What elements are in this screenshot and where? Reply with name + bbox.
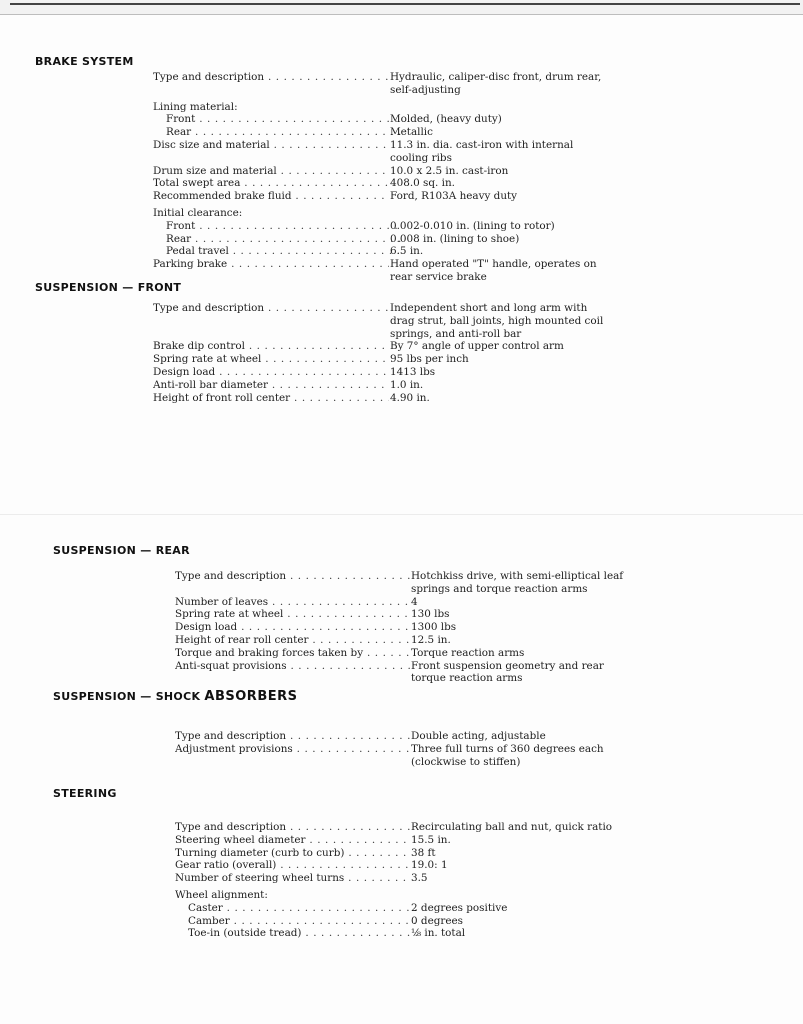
spec-value: 38 ft xyxy=(411,846,436,859)
spec-label: Gear ratio (overall) . . . xyxy=(175,859,410,872)
spec-row xyxy=(153,340,793,353)
spec-label: Camber . . . xyxy=(175,915,423,928)
spec-row xyxy=(175,647,795,660)
spec-value: Hotchkiss drive, with semi-elliptical leaf xyxy=(411,570,624,582)
spec-row xyxy=(175,743,795,756)
spec-value: By 7° angle of upper control arm xyxy=(390,340,564,353)
spec-value-continued: (clockwise to stiffen) xyxy=(411,755,521,768)
spec-label: Front . . . xyxy=(153,113,402,126)
spec-label: Type and description . . . xyxy=(175,821,410,834)
steering-heading: STEERING xyxy=(53,787,117,800)
spec-label: Drum size and material . . . xyxy=(153,165,389,178)
spec-row xyxy=(153,258,793,271)
heading-prefix: SUSPENSION — SHOCK xyxy=(53,690,201,703)
spec-value: 95 lbs per inch xyxy=(390,353,469,366)
spec-value: 408.0 sq. in. xyxy=(390,177,455,190)
spec-label: Anti-roll bar diameter . . . xyxy=(153,379,389,392)
spec-label: Caster . . . xyxy=(175,902,423,915)
spec-label: Torque and braking forces taken by . . . xyxy=(175,647,410,660)
spec-value: 15.5 in. xyxy=(411,833,451,846)
spec-label: Number of steering wheel turns . . . xyxy=(175,872,410,885)
spec-group-label: Initial clearance: xyxy=(153,206,243,219)
spec-value: 19.0: 1 xyxy=(411,859,448,872)
spec-row xyxy=(175,821,795,834)
spec-row xyxy=(175,621,795,634)
spec-row xyxy=(153,233,793,246)
spec-value: Molded, (heavy duty) xyxy=(390,113,502,126)
spec-value: 0 degrees xyxy=(411,914,463,927)
spec-label: Front . . . xyxy=(153,220,402,233)
spec-value-continued: torque reaction arms xyxy=(411,672,523,685)
spec-label: Type and description . . . xyxy=(153,302,389,315)
spec-value: Independent short and long arm with xyxy=(390,302,588,314)
spec-value: Double acting, adjustable xyxy=(411,730,546,742)
spec-row xyxy=(175,608,795,621)
spec-row xyxy=(153,220,793,233)
spec-value: 2 degrees positive xyxy=(411,901,508,914)
spec-row xyxy=(175,596,795,609)
spec-value: 11.3 in. dia. cast-iron with internal xyxy=(390,138,574,151)
spec-label: Spring rate at wheel . . . xyxy=(153,353,389,366)
spec-label: Height of rear roll center . . . xyxy=(175,634,410,647)
spec-value: Torque reaction arms xyxy=(411,646,525,659)
spec-value-continued: cooling ribs xyxy=(390,151,452,164)
heading-suffix: ABSORBERS xyxy=(204,689,298,704)
spec-value: 0.008 in. (lining to shoe) xyxy=(390,232,520,245)
brake-system-heading: BRAKE SYSTEM xyxy=(35,55,134,68)
page-top-rule xyxy=(10,3,800,5)
spec-value: 1.0 in. xyxy=(390,378,424,391)
spec-value-continued: springs, and anti-roll bar xyxy=(390,327,522,340)
spec-label: Type and description . . . xyxy=(175,730,410,743)
spec-row xyxy=(153,139,793,152)
spec-value: Metallic xyxy=(390,126,433,139)
spec-value: Hydraulic, caliper-disc front, drum rear, xyxy=(390,71,602,83)
spec-row xyxy=(175,915,795,928)
spec-value: 12.5 in. xyxy=(411,633,451,646)
suspension-rear-heading: SUSPENSION — REAR xyxy=(53,544,190,557)
spec-value-continued: drag strut, ball joints, high mounted coil xyxy=(390,314,604,327)
spec-label: Number of leaves . . . xyxy=(175,596,410,609)
spec-row xyxy=(153,177,793,190)
spec-row xyxy=(153,392,793,405)
spec-value-continued: rear service brake xyxy=(390,270,487,283)
spec-label: Disc size and material . . . xyxy=(153,139,389,152)
spec-row xyxy=(175,872,795,885)
spec-label: Type and description . . . xyxy=(175,570,410,583)
spec-value: 4 xyxy=(411,595,418,608)
spec-label: Brake dip control . . . xyxy=(153,340,389,353)
spec-value-continued: self-adjusting xyxy=(390,83,461,96)
suspension-shock-section xyxy=(175,730,795,768)
spec-row xyxy=(175,902,795,915)
spec-group-label: Lining material: xyxy=(153,100,238,113)
spec-value: Front suspension geometry and rear xyxy=(411,659,604,672)
spec-row xyxy=(175,660,795,673)
spec-value: Three full turns of 360 degrees each xyxy=(411,742,604,755)
spec-value: ⅛ in. total xyxy=(411,927,466,940)
spec-label: Design load . . . xyxy=(175,621,410,634)
spec-value: 10.0 x 2.5 in. cast-iron xyxy=(390,164,509,177)
spec-label: Spring rate at wheel . . . xyxy=(175,608,410,621)
spec-row xyxy=(175,834,795,847)
spec-label: Type and description . . . xyxy=(153,71,389,84)
spec-value: Recirculating ball and nut, quick ratio xyxy=(411,821,613,833)
suspension-front-section xyxy=(153,302,793,404)
spec-label: Turning diameter (curb to curb) . . . xyxy=(175,847,410,860)
spec-label: Toe-in (outside tread) . . . xyxy=(175,927,423,940)
suspension-shock-heading xyxy=(53,689,297,704)
spec-group-label: Wheel alignment: xyxy=(175,888,268,901)
spec-row xyxy=(153,353,793,366)
spec-value: 3.5 xyxy=(411,872,428,885)
spec-row xyxy=(153,245,793,258)
spec-value: 1413 lbs xyxy=(390,365,436,378)
spec-label: Design load . . . xyxy=(153,366,389,379)
spec-row xyxy=(153,379,793,392)
spec-row xyxy=(153,126,793,139)
spec-row xyxy=(175,859,795,872)
spec-value: 4.90 in. xyxy=(390,391,430,404)
suspension-front-heading: SUSPENSION — FRONT xyxy=(35,281,182,294)
spec-value-continued: springs and torque reaction arms xyxy=(411,582,588,595)
spec-label: Pedal travel . . . xyxy=(153,245,402,258)
spec-value: 0.002-0.010 in. (lining to rotor) xyxy=(390,219,555,232)
spec-row xyxy=(153,366,793,379)
spec-row xyxy=(153,190,793,203)
spec-value: Hand operated "T" handle, operates on xyxy=(390,258,597,271)
spec-label: Adjustment provisions . . . xyxy=(175,743,410,756)
spec-value: 130 lbs xyxy=(411,608,450,621)
spec-row xyxy=(175,570,795,583)
brake-system-section xyxy=(153,71,793,284)
spec-row xyxy=(175,730,795,743)
spec-row xyxy=(153,71,793,84)
page-fold xyxy=(0,514,803,515)
steering-section xyxy=(175,821,795,940)
spec-value: Ford, R103A heavy duty xyxy=(390,190,518,203)
spec-row xyxy=(153,302,793,315)
spec-label: Rear . . . xyxy=(153,233,402,246)
spec-value: 1300 lbs xyxy=(411,621,457,634)
spec-row xyxy=(175,927,795,940)
spec-label: Height of front roll center . . . xyxy=(153,392,389,405)
spec-label: Parking brake . . . xyxy=(153,258,389,271)
spec-row xyxy=(153,113,793,126)
spec-row xyxy=(175,847,795,860)
spec-label: Rear . . . xyxy=(153,126,402,139)
spec-label: Steering wheel diameter . . . xyxy=(175,834,410,847)
spec-label: Total swept area . . . xyxy=(153,177,389,190)
spec-row xyxy=(175,634,795,647)
spec-row xyxy=(153,165,793,178)
spec-value: 6.5 in. xyxy=(390,245,424,258)
suspension-rear-section xyxy=(175,570,795,685)
spec-label: Recommended brake fluid . . . xyxy=(153,190,389,203)
spec-label: Anti-squat provisions . . . xyxy=(175,660,410,673)
